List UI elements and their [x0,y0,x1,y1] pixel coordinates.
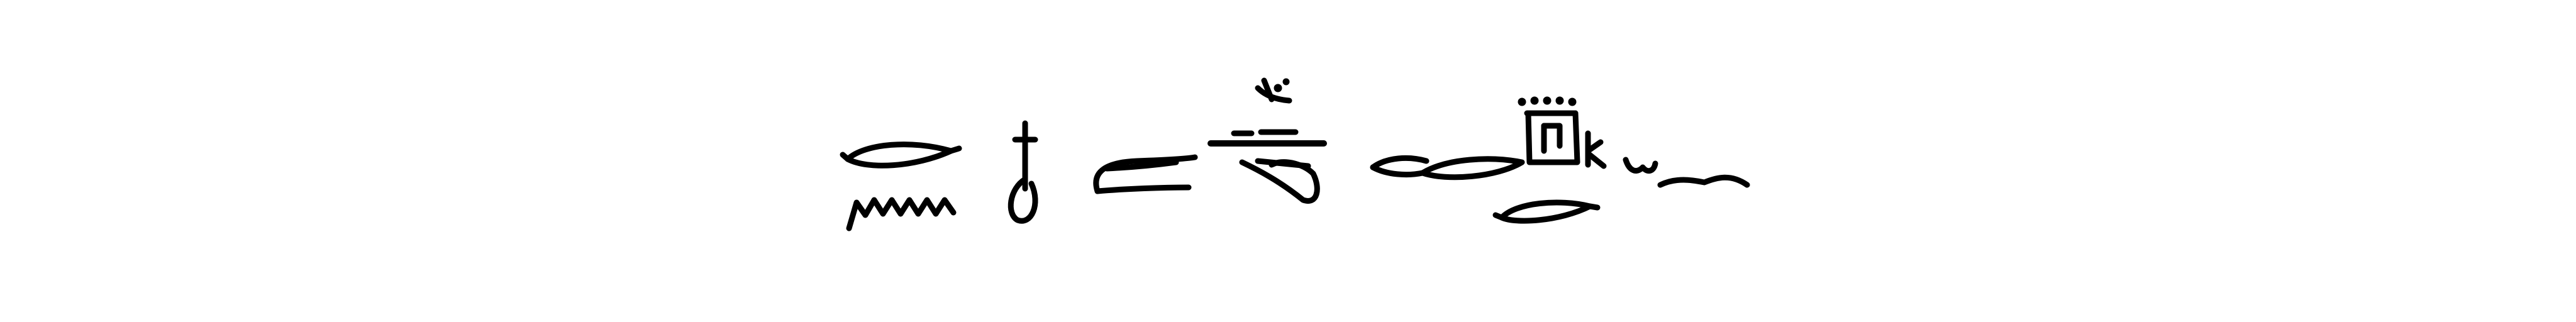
mouth-lower-2-hieroglyph [1496,203,1597,221]
stone-block-hieroglyph [1211,79,1324,201]
plural-strokes-hieroglyph [1626,160,1655,171]
mouth-hieroglyph [843,145,959,166]
brazier-hieroglyph [1518,97,1604,166]
ankh-sandal-strap-hieroglyph [1011,123,1035,221]
water-ripple-hieroglyph [849,200,953,228]
mouth-lower-hieroglyph [1373,158,1522,177]
reed-mat-hieroglyph [1660,177,1747,185]
flat-loaf-hieroglyph [1096,157,1195,191]
